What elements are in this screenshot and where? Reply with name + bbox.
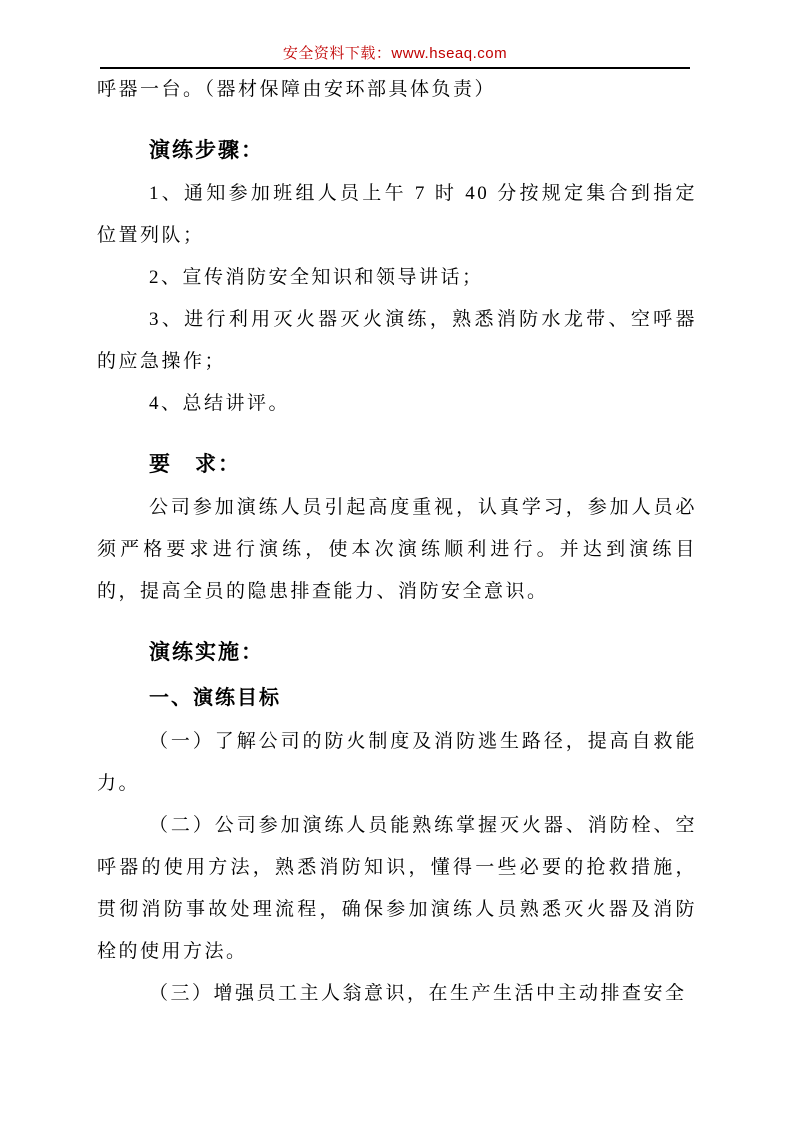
header-label: 安全资料下载： [282, 45, 392, 62]
header-url: www.hseaq.com [391, 45, 508, 62]
document-body [97, 69, 697, 1015]
paragraph-step-1: 1、通知参加班组人员上午 7 时 40 分按规定集合到指定位置列队； [97, 183, 697, 246]
header-download-notice [100, 45, 690, 62]
paragraph-continuation: 呼器一台。（器材保障由安环部具体负责） [97, 79, 497, 100]
paragraph-goal-1: （一）了解公司的防火制度及消防逃生路径，提高自救能力。 [97, 731, 697, 794]
paragraph-goal-2: （二）公司参加演练人员能熟练掌握灭火器、消防栓、空呼器的使用方法，熟悉消防知识，懂得一些必要的抢救措施，贯彻消防事故处理流程，确保参加演练人员熟悉灭火器及消防栓的使用方法。 [97, 815, 697, 962]
paragraph-step-4: 4、总结讲评。 [149, 393, 291, 414]
paragraph-goal-3: （三）增强员工主人翁意识，在生产生活中主动排查安全 [149, 983, 687, 1004]
page-header [100, 0, 690, 69]
section-heading-requirements: 要 求： [149, 452, 241, 476]
section-heading-drill-steps: 演练步骤： [149, 138, 264, 162]
paragraph-step-3: 3、进行利用灭火器灭火演练，熟悉消防水龙带、空呼器的应急操作； [97, 309, 697, 372]
paragraph-requirements: 公司参加演练人员引起高度重视，认真学习，参加人员必须严格要求进行演练，使本次演练顺利进行。并达到演练目的，提高全员的隐患排查能力、消防安全意识。 [97, 497, 697, 602]
section-heading-drill-implementation: 演练实施： [149, 640, 264, 664]
subsection-heading-drill-goals: 一、演练目标 [149, 687, 281, 709]
paragraph-step-2: 2、宣传消防安全知识和领导讲话； [149, 267, 484, 288]
